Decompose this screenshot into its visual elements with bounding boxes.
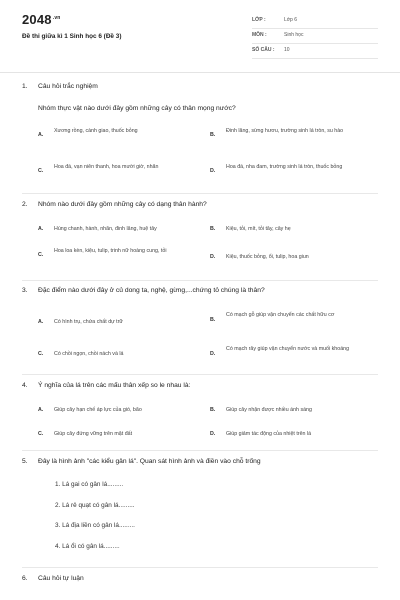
option-text: Hoa đá, nha đam, trường sinh lá tròn, thuốc bỏng: [226, 164, 343, 170]
option-letter: A.: [38, 319, 44, 325]
question-number: 6.: [22, 575, 28, 582]
question-number: 4.: [22, 382, 28, 389]
option-text: Giúp cây nhận được nhiều ánh sáng: [226, 407, 312, 413]
divider: [22, 193, 378, 194]
question-text: Ý nghĩa của lá trên các mấu thân xếp so le nhau là:: [38, 382, 191, 389]
question-number: 5.: [22, 458, 28, 465]
divider: [22, 280, 378, 281]
meta-value: Lớp 6: [284, 17, 298, 23]
meta-key: MÔN :: [252, 32, 267, 38]
brand-logo[interactable]: [22, 12, 61, 27]
option-text: Hoa loa kèn, kiệu, tulip, trinh nữ hoàng cung, tỏi: [54, 248, 167, 254]
option-letter: D.: [210, 168, 216, 174]
option-letter: C.: [38, 351, 44, 357]
divider: [22, 374, 378, 375]
option-letter: A.: [38, 407, 44, 413]
option-letter: B.: [210, 132, 216, 138]
meta-key: LỚP :: [252, 17, 266, 23]
option-text: Đinh lăng, sừng hươu, trường sinh lá tròn, su hào: [226, 128, 344, 134]
fill-blank-item[interactable]: 3. Lá địa liền có gân lá.........: [55, 522, 135, 529]
meta-value: 10: [284, 47, 290, 53]
option-text: Có hình trụ, chứa chất dự trữ: [54, 319, 123, 325]
divider: [22, 567, 378, 568]
option-letter: B.: [210, 226, 216, 232]
option-text: Xương rồng, cành giao, thuốc bỏng: [54, 128, 138, 134]
fill-blank-item[interactable]: 1. Lá gai có gân lá.........: [55, 481, 124, 488]
option-letter: C.: [38, 431, 44, 437]
option-letter: B.: [210, 407, 216, 413]
option-letter: D.: [210, 351, 216, 357]
option-text: Hùng chanh, hành, nhãn, đinh lăng, huệ tây: [54, 226, 157, 232]
option-letter: D.: [210, 431, 216, 437]
option-text: Có mạch rây giúp vận chuyển nước và muối khoáng: [226, 346, 350, 352]
fill-blank-item[interactable]: 4. Lá ổi có gân lá.........: [55, 543, 120, 550]
option-letter: C.: [38, 168, 44, 174]
option-text: Giúp cây đứng vững trên mặt đất: [54, 431, 133, 437]
option-letter: A.: [38, 132, 44, 138]
option-text: Hoa đá, vạn niên thanh, hoa mười giờ, nhãn: [54, 164, 159, 170]
worksheet-header: [0, 0, 400, 73]
option-text: Giúp cây hạn chế áp lực của gió, bão: [54, 407, 142, 413]
question-number: 3.: [22, 287, 28, 294]
meta-value: Sinh học: [284, 32, 304, 38]
fill-blank-item[interactable]: 2. Lá rẻ quạt có gân lá.........: [55, 502, 135, 509]
question-1-prompt: Nhóm thực vật nào dưới đây gồm những cây có thân mọng nước?: [38, 105, 236, 112]
option-letter: B.: [210, 317, 216, 323]
question-number: 2.: [22, 201, 28, 208]
question-text: Câu hỏi tự luận: [38, 575, 84, 582]
option-text: Kiệu, thuốc bỏng, ổi, tulip, hoa giun: [226, 254, 309, 260]
option-letter: C.: [38, 252, 44, 258]
option-text: Kiệu, tỏi, mít, tỏi tây, cây hẹ: [226, 226, 291, 232]
meta-row-subject: [252, 28, 378, 44]
meta-row-count: [252, 43, 378, 59]
document-title: Đề thi giữa kì 1 Sinh học 6 (Đề 3): [22, 33, 122, 40]
option-letter: D.: [210, 254, 216, 260]
divider: [22, 450, 378, 451]
question-text: Đây là hình ảnh "các kiểu gân lá". Quan sát hình ảnh và điền vào chỗ trống: [38, 458, 261, 465]
option-text: Có chồi ngọn, chồi nách và lá: [54, 351, 124, 357]
meta-key: SỐ CÂU :: [252, 47, 275, 53]
meta-row-class: [252, 13, 378, 29]
question-text: Câu hỏi trắc nghiệm: [38, 83, 98, 90]
question-text: Đặc điểm nào dưới đây ở củ dong ta, nghệ, gừng,...chứng tỏ chúng là thân?: [38, 287, 265, 294]
brand-name: 2048: [22, 12, 52, 27]
question-text: Nhóm nào dưới đây gồm những cây có dạng thân hành?: [38, 201, 207, 208]
option-letter: A.: [38, 226, 44, 232]
question-number: 1.: [22, 83, 28, 90]
option-text: Giúp giảm tác động của nhiệt trên lá: [226, 431, 312, 437]
brand-tld: .vn: [52, 14, 61, 21]
option-text: Có mạch gỗ giúp vận chuyển các chất hữu cơ: [226, 312, 335, 318]
